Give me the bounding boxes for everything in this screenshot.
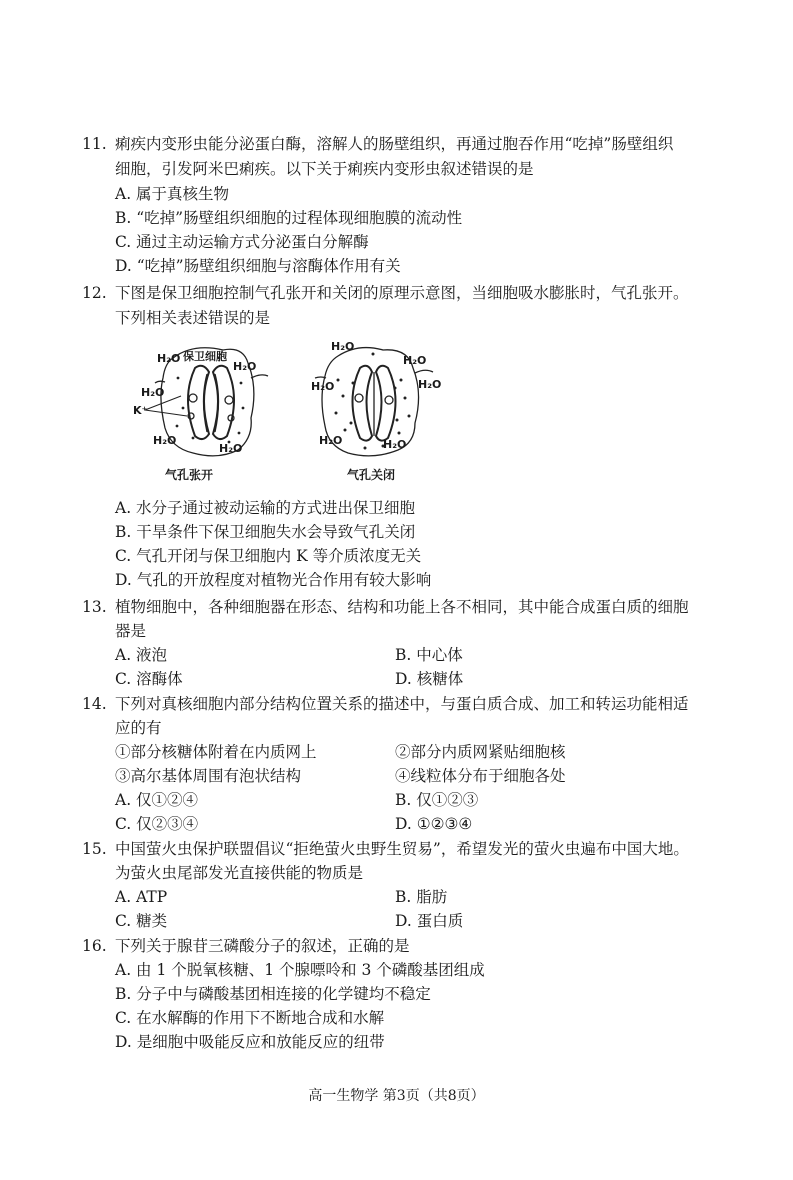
water-label-8: H₂O — [403, 354, 427, 367]
question-13-number: 13. — [82, 598, 107, 616]
question-14-item-3: ③高尔基体周围有泡状结构 — [115, 767, 302, 785]
question-14-item-1: ①部分核糖体附着在内质网上 — [115, 743, 317, 761]
potassium-ion-label: K⁺ — [133, 404, 148, 417]
water-label-1: H₂O — [157, 352, 181, 365]
guard-cell-label: 保卫细胞 — [183, 350, 227, 363]
question-14-option-d[interactable]: D. ①②③④ — [395, 815, 473, 833]
question-13-option-c[interactable]: C. 溶酶体 — [115, 670, 183, 688]
question-13-option-a[interactable]: A. 液泡 — [115, 646, 168, 664]
water-label-10: H₂O — [319, 434, 343, 447]
question-11-option-a[interactable]: A. 属于真核生物 — [115, 185, 230, 203]
question-16-number: 16. — [82, 937, 107, 955]
question-11-option-c[interactable]: C. 通过主动运输方式分泌蛋白分解酶 — [115, 233, 369, 251]
question-15-option-d[interactable]: D. 蛋白质 — [395, 912, 464, 930]
water-label-9: H₂O — [418, 378, 442, 391]
question-12-stem-line-2: 下列相关表述错误的是 — [115, 309, 271, 327]
question-15-stem-line-1: 中国萤火虫保护联盟倡议“拒绝萤火虫野生贸易”，希望发光的萤火虫遍布中国大地。 — [115, 840, 689, 858]
question-12-number: 12. — [82, 284, 107, 302]
water-label-7: H₂O — [311, 380, 335, 393]
closed-stoma-caption: 气孔关闭 — [347, 468, 396, 482]
question-12-option-a[interactable]: A. 水分子通过被动运输的方式进出保卫细胞 — [115, 499, 416, 517]
question-13-option-b[interactable]: B. 中心体 — [395, 646, 463, 664]
question-14-stem-line-2: 应的有 — [115, 719, 162, 737]
question-15-option-c[interactable]: C. 糖类 — [115, 912, 168, 930]
question-11-stem-line-1: 痢疾内变形虫能分泌蛋白酶，溶解人的肠壁组织，再通过胞吞作用“吃掉”肠壁组织 — [115, 135, 674, 153]
question-15-option-b[interactable]: B. 脂肪 — [395, 888, 448, 906]
question-14-option-a[interactable]: A. 仅①②④ — [115, 791, 199, 809]
question-12-option-d[interactable]: D. 气孔的开放程度对植物光合作用有较大影响 — [115, 571, 432, 589]
water-label-4: H₂O — [153, 434, 177, 447]
question-15-option-a[interactable]: A. ATP — [115, 888, 168, 906]
question-14-item-2: ②部分内质网紧贴细胞核 — [395, 743, 566, 761]
water-label-6: H₂O — [331, 340, 355, 353]
ion-arrows — [145, 396, 187, 416]
question-13-option-d[interactable]: D. 核糖体 — [395, 670, 464, 688]
question-13-stem-line-1: 植物细胞中，各种细胞器在形态、结构和功能上各不相同，其中能合成蛋白质的细胞 — [115, 598, 689, 616]
question-11-option-b[interactable]: B. “吃掉”肠壁组织细胞的过程体现细胞膜的流动性 — [115, 209, 463, 227]
question-16-option-c[interactable]: C. 在水解酶的作用下不断地合成和水解 — [115, 1009, 385, 1027]
question-16-stem-line-1: 下列关于腺苷三磷酸分子的叙述，正确的是 — [115, 937, 410, 955]
question-14-option-c[interactable]: C. 仅②③④ — [115, 815, 199, 833]
question-14-option-b[interactable]: B. 仅①②③ — [395, 791, 479, 809]
question-11-number: 11. — [82, 135, 107, 153]
question-16-option-a[interactable]: A. 由 1 个脱氧核糖、1 个腺嘌呤和 3 个磷酸基团组成 — [115, 961, 485, 979]
water-label-11: H₂O — [383, 438, 407, 451]
question-16-option-d[interactable]: D. 是细胞中吸能反应和放能反应的纽带 — [115, 1033, 385, 1051]
question-11-stem-line-2: 细胞，引发阿米巴痢疾。以下关于痢疾内变形虫叙述错误的是 — [115, 160, 534, 178]
stomata-diagram — [133, 338, 453, 488]
water-label-3: H₂O — [233, 360, 257, 373]
question-12-option-b[interactable]: B. 干旱条件下保卫细胞失水会导致气孔关闭 — [115, 523, 416, 541]
open-stoma-caption: 气孔张开 — [165, 468, 214, 482]
question-12-stem-line-1: 下图是保卫细胞控制气孔张开和关闭的原理示意图，当细胞吸水膨胀时，气孔张开。 — [115, 284, 689, 302]
question-11-option-d[interactable]: D. “吃掉”肠壁组织细胞与溶酶体作用有关 — [115, 257, 401, 275]
question-16-option-b[interactable]: B. 分子中与磷酸基团相连接的化学键均不稳定 — [115, 985, 431, 1003]
question-14-number: 14. — [82, 695, 107, 713]
question-14-stem-line-1: 下列对真核细胞内部分结构位置关系的描述中，与蛋白质合成、加工和转运功能相适 — [115, 695, 689, 713]
water-label-2: H₂O — [141, 386, 165, 399]
water-label-5: H₂O — [219, 442, 243, 455]
question-15-number: 15. — [82, 840, 107, 858]
question-12-option-c[interactable]: C. 气孔开闭与保卫细胞内 K 等介质浓度无关 — [115, 547, 422, 565]
question-15-stem-line-2: 为萤火虫尾部发光直接供能的物质是 — [115, 864, 364, 882]
question-14-item-4: ④线粒体分布于细胞各处 — [395, 767, 566, 785]
question-13-stem-line-2: 器是 — [115, 622, 147, 640]
page-footer: 高一生物学 第3页（共8页） — [308, 1088, 485, 1104]
